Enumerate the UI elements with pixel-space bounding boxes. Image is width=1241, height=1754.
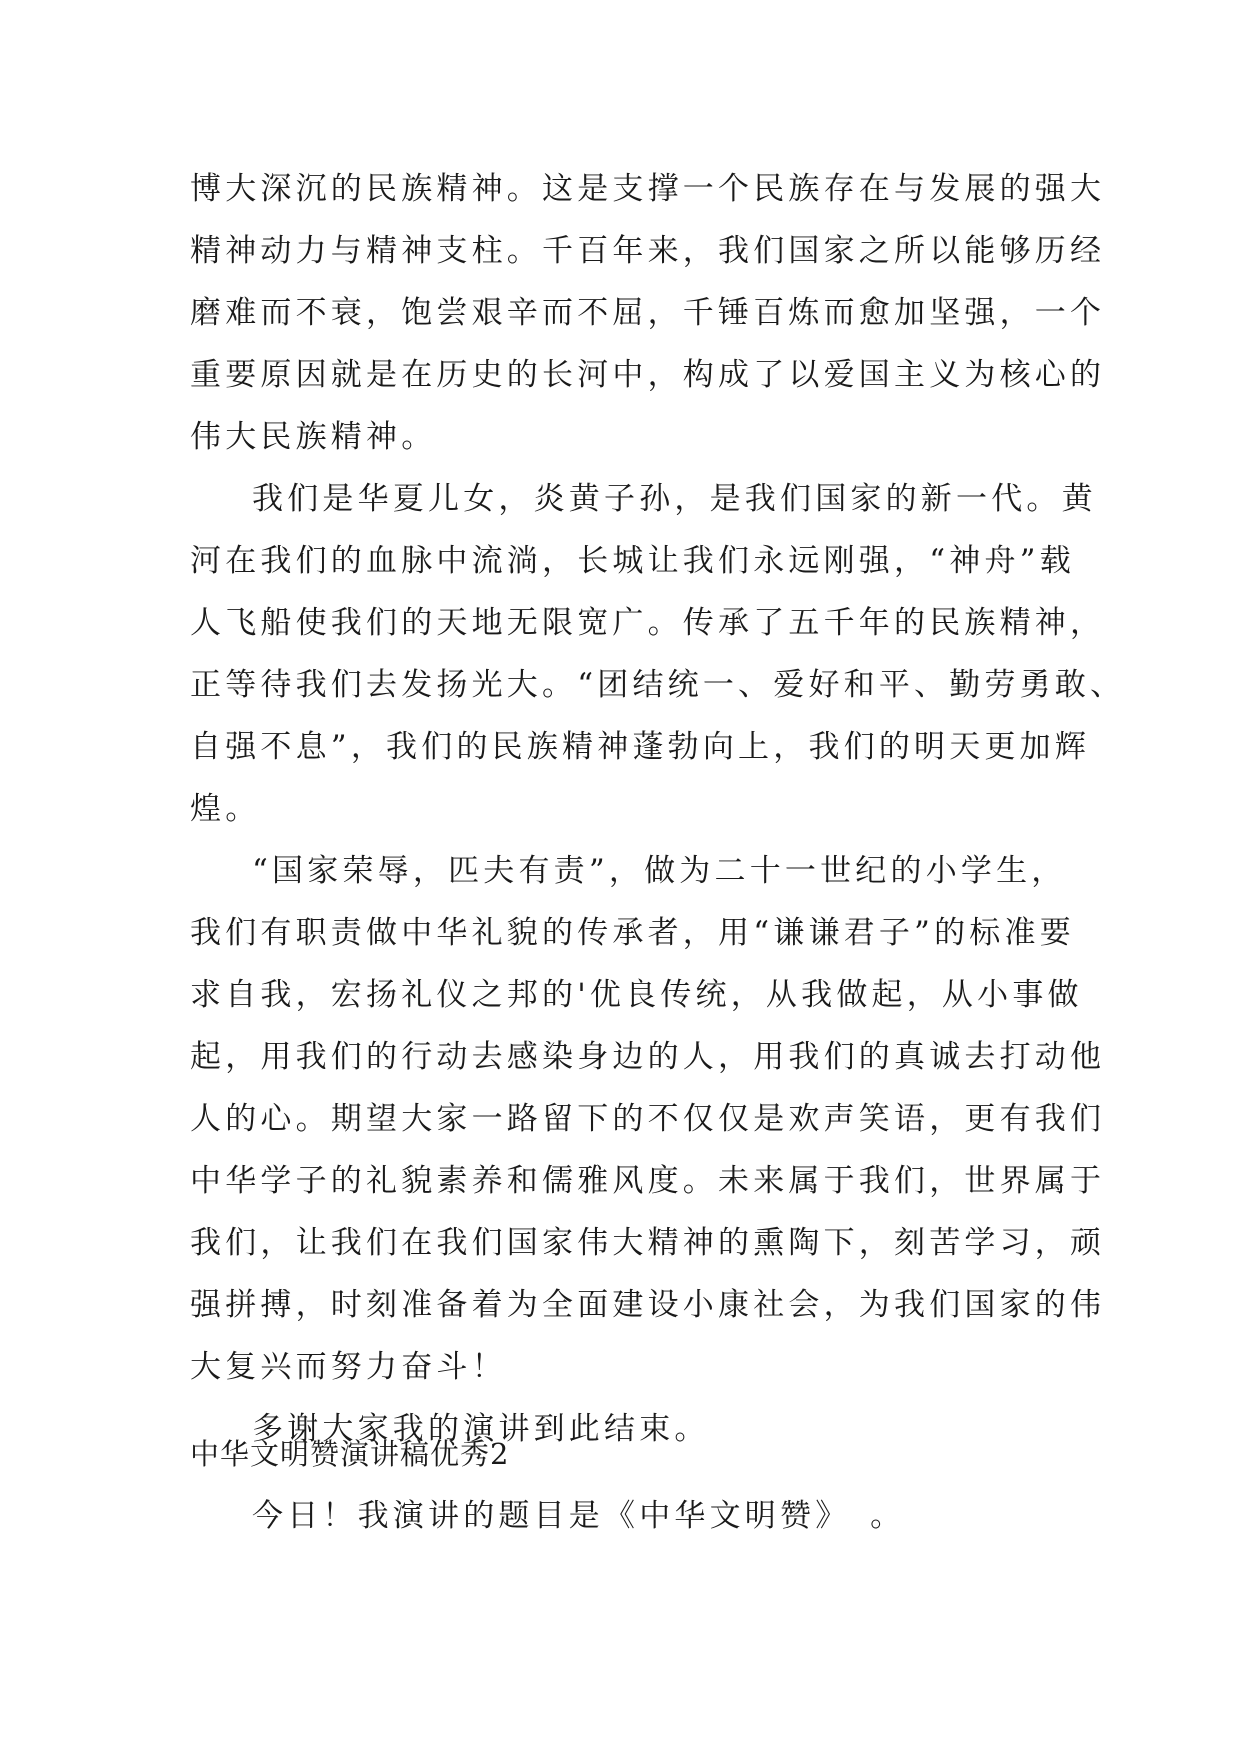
paragraph-2 [190, 468, 1126, 840]
text-line: 伟大民族精神。 [190, 419, 437, 455]
text-line: 重要原因就是在历史的长河中，构成了以爱国主义为核心的 [190, 357, 1106, 393]
text-line: 我们，让我们在我们国家伟大精神的熏陶下，刻苦学习，顽 [190, 1225, 1106, 1261]
text-line: 我们有职责做中华礼貌的传承者，用“谦谦君子”的标准要 [190, 915, 1075, 951]
section-2 [190, 1423, 1090, 1547]
paragraph-1 [190, 158, 1106, 468]
text-line: 强拼搏，时刻准备着为全面建设小康社会，为我们国家的伟 [190, 1287, 1106, 1323]
text-line: 起，用我们的行动去感染身边的人，用我们的真诚去打动他 [190, 1039, 1106, 1075]
text-line: 大复兴而努力奋斗！ [190, 1349, 507, 1385]
text-line: 自强不息”，我们的民族精神蓬勃向上，我们的明天更加辉 [190, 729, 1091, 765]
text-line: 精神动力与精神支柱。千百年来，我们国家之所以能够历经 [190, 233, 1106, 269]
paragraph-3 [190, 840, 1106, 1398]
document-body [190, 158, 1126, 1460]
text-line: 今日！我演讲的题目是《中华文明赞》 。 [252, 1498, 906, 1534]
text-line: 求自我，宏扬礼仪之邦的'优良传统，从我做起，从小事做 [190, 977, 1083, 1013]
text-line: 我们是华夏儿女，炎黄子孙，是我们国家的新一代。黄 [252, 481, 1097, 517]
text-line: 河在我们的血脉中流淌，长城让我们永远刚强，“神舟”载 [190, 543, 1075, 579]
text-line: 多谢大家我的演讲到此结束。 [252, 1411, 710, 1447]
section-heading: 中华文明赞演讲稿优秀2 [190, 1437, 510, 1471]
text-line: 磨难而不衰，饱尝艰辛而不屈，千锤百炼而愈加坚强，一个 [190, 295, 1106, 331]
paragraph-5 [190, 1485, 1090, 1547]
text-line: 中华学子的礼貌素养和儒雅风度。未来属于我们，世界属于 [190, 1163, 1106, 1199]
text-line: 煌。 [190, 791, 261, 827]
text-line: 人飞船使我们的天地无限宽广。传承了五千年的民族精神， [190, 605, 1106, 641]
text-line: “国家荣辱，匹夫有责”，做为二十一世纪的小学生， [252, 853, 1067, 889]
text-line: 人的心。期望大家一路留下的不仅仅是欢声笑语，更有我们 [190, 1101, 1106, 1137]
text-line: 正等待我们去发扬光大。“团结统一、爱好和平、勤劳勇敢、 [190, 667, 1126, 703]
text-line: 博大深沉的民族精神。这是支撑一个民族存在与发展的强大 [190, 171, 1106, 207]
